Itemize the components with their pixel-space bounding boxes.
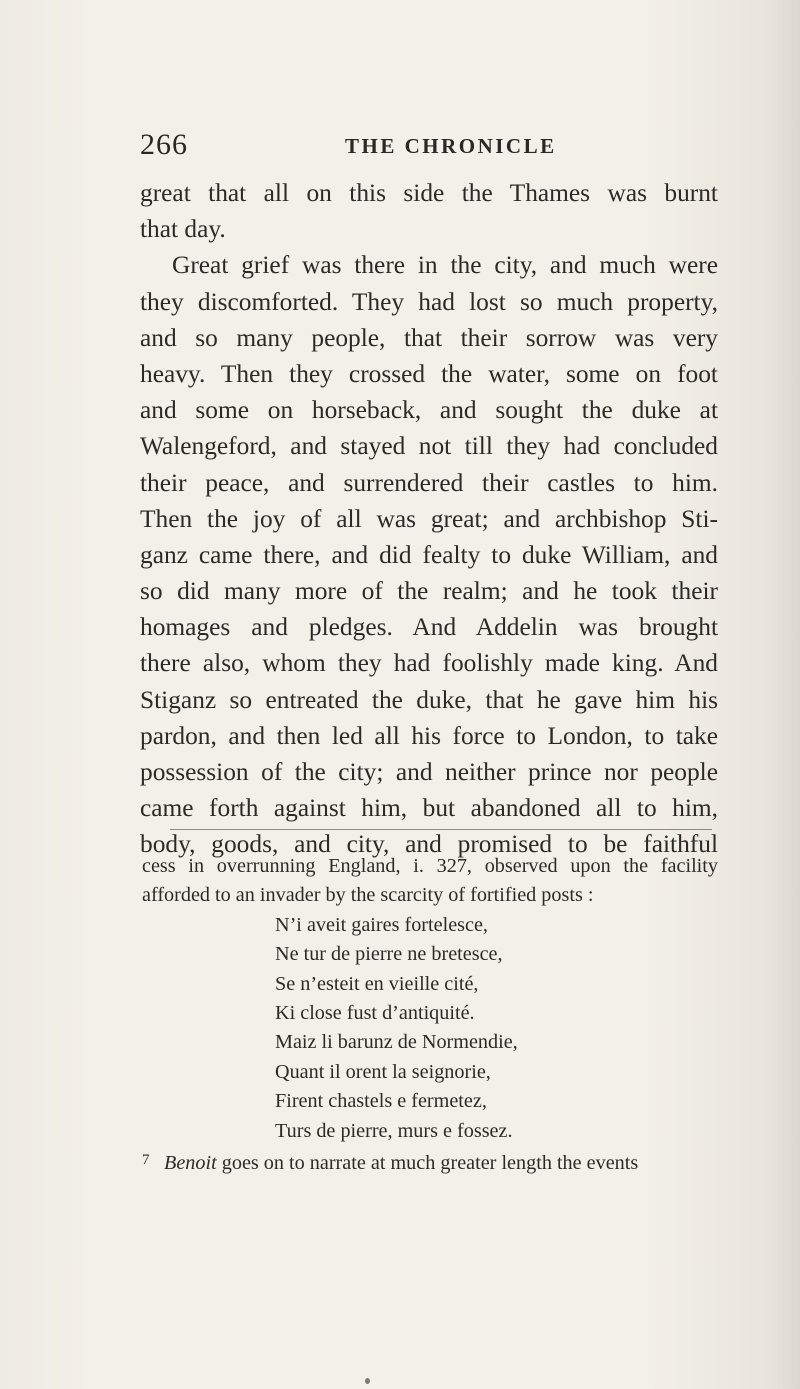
verse-line: Firent chastels e fermetez, [275,1090,487,1113]
text-line: their peace, and surrendered their castles to him. [140,468,718,497]
text-line: possession of the city; and neither prince nor people [140,758,718,786]
text-line: and so many people, that their sorrow was very [140,323,718,352]
text-line: that day. [140,215,226,244]
page-header [0,128,800,168]
text-line: Walengeford, and stayed not till they had concluded [140,432,718,461]
text-line: came forth against him, but abandoned all to him, [140,794,718,823]
verse-line: Ne tur de pierre ne bretesce, [275,943,503,966]
text-line: heavy. Then they crossed the water, some on foot [140,359,718,388]
footnote-marker: 7 [142,1151,150,1168]
verse-line: Quant il orent la seignorie, [275,1060,491,1083]
footnotes [142,852,718,1175]
footnote-line: afforded to an invader by the scarcity of fortified posts : [142,884,594,907]
verse-line: Turs de pierre, murs e fossez. [275,1119,513,1142]
text-line: great that all on this side the Thames was burnt [140,179,718,207]
text-line: ganz came there, and did fealty to duke William, and [140,540,718,569]
text-line: body, goods, and city, and promised to be faithful [140,830,718,859]
main-text [140,175,718,863]
text-line: and some on horseback, and sought the duke at [140,396,718,425]
text-line: there also, whom they had foolishly made king. And [140,649,718,678]
paper-speck [365,1378,370,1384]
footnote-source-name: Benoit [164,1151,217,1174]
verse-line: N’i aveit gaires fortelesce, [275,913,488,936]
verse-line: Se n’esteit en vieille cité, [275,972,479,995]
text-line: so did many more of the realm; and he took their [140,577,718,606]
text-line: homages and pledges. And Addelin was brought [140,613,718,642]
text-line: Great grief was there in the city, and much were [172,251,718,280]
page-number: 266 [140,128,188,161]
footnote-line: cess in overrunning England, i. 327, observed upon the facility [142,855,718,877]
text-line: pardon, and then led all his force to London, to take [140,721,718,750]
text-line: Then the joy of all was great; and archbishop Sti- [140,504,718,533]
running-head: THE CHRONICLE [345,134,557,158]
verse-line: Ki close fust d’antiquité. [275,1001,475,1024]
footnote-7 [142,1146,718,1175]
footnote-divider [170,829,712,830]
footnote-text: goes on to narrate at much greater length the events [216,1151,639,1174]
text-line: Stiganz so entreated the duke, that he gave him his [140,685,718,714]
text-line: they discomforted. They had lost so much property, [140,287,718,316]
verse-line: Maiz li barunz de Normendie, [275,1031,518,1054]
